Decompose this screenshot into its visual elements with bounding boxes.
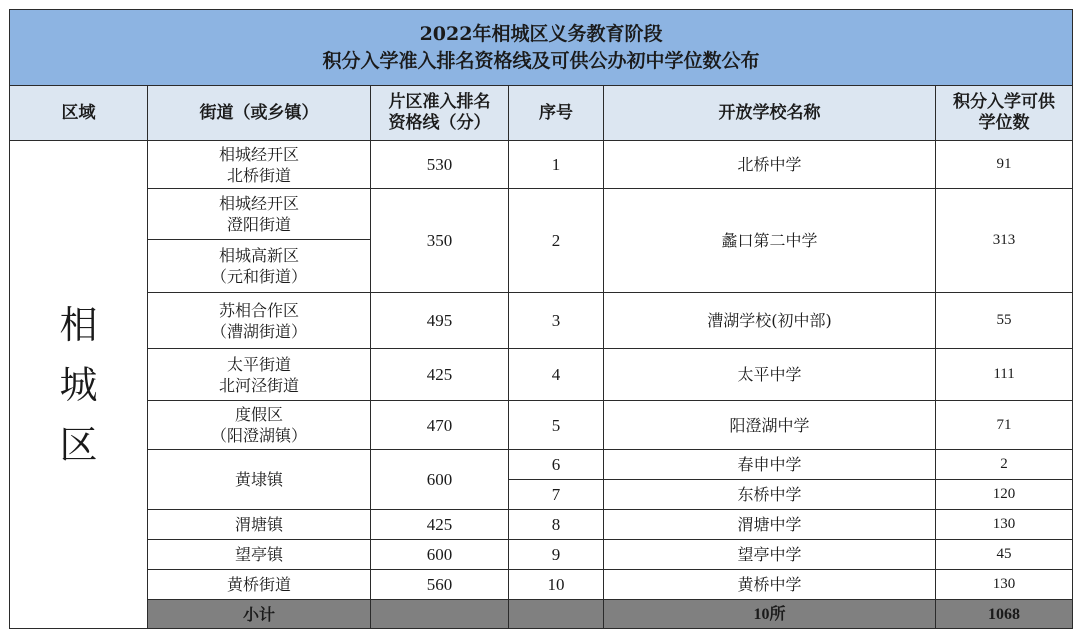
index-cell: 5 bbox=[509, 401, 604, 450]
street-line: 相城经开区 bbox=[218, 194, 299, 213]
seats-cell: 130 bbox=[936, 570, 1073, 600]
street-cell bbox=[148, 240, 371, 293]
school-cell: 春申中学 bbox=[604, 450, 936, 480]
index-cell: 4 bbox=[509, 349, 604, 401]
title-line-1: 2022年相城区义务教育阶段 bbox=[419, 22, 663, 45]
street-line: 度假区 bbox=[234, 405, 283, 424]
street-cell bbox=[148, 349, 371, 401]
header-seats-line-1: 积分入学可供 bbox=[953, 92, 1055, 112]
table-row bbox=[10, 293, 1073, 349]
seats-cell: 91 bbox=[936, 141, 1073, 189]
table-row bbox=[10, 570, 1073, 600]
street-cell: 黄桥街道 bbox=[148, 570, 371, 600]
seats-cell: 111 bbox=[936, 349, 1073, 401]
school-cell: 漕湖学校(初中部) bbox=[604, 293, 936, 349]
street-line: 苏相合作区 bbox=[218, 300, 299, 320]
header-score bbox=[371, 86, 509, 141]
header-index: 序号 bbox=[509, 86, 604, 141]
school-cell: 蠡口第二中学 bbox=[604, 189, 936, 293]
region-char: 区 bbox=[59, 422, 98, 467]
school-cell: 黄桥中学 bbox=[604, 570, 936, 600]
table-row bbox=[10, 189, 1073, 240]
title-row bbox=[10, 10, 1073, 86]
street-cell bbox=[148, 401, 371, 450]
index-cell: 3 bbox=[509, 293, 604, 349]
street-cell bbox=[148, 141, 371, 189]
street-line: 北河泾街道 bbox=[218, 375, 299, 395]
street-cell bbox=[148, 293, 371, 349]
header-street: 街道（或乡镇） bbox=[148, 86, 371, 141]
region-char: 城 bbox=[59, 362, 98, 407]
header-seats-line-2: 学位数 bbox=[978, 113, 1030, 133]
score-cell: 560 bbox=[371, 570, 509, 600]
total-label: 小计 bbox=[148, 600, 371, 629]
school-cell: 阳澄湖中学 bbox=[604, 401, 936, 450]
street-cell bbox=[148, 189, 371, 240]
school-cell: 渭塘中学 bbox=[604, 510, 936, 540]
index-cell: 1 bbox=[509, 141, 604, 189]
school-cell: 北桥中学 bbox=[604, 141, 936, 189]
score-cell: 350 bbox=[371, 189, 509, 293]
header-seats bbox=[936, 86, 1073, 141]
table-row bbox=[10, 450, 1073, 480]
street-cell: 黄埭镇 bbox=[148, 450, 371, 510]
header-score-line-2: 资格线（分） bbox=[388, 113, 491, 133]
score-cell: 530 bbox=[371, 141, 509, 189]
seats-cell: 2 bbox=[936, 450, 1073, 480]
table-row bbox=[10, 510, 1073, 540]
index-cell: 8 bbox=[509, 510, 604, 540]
seats-cell: 313 bbox=[936, 189, 1073, 293]
street-line: （元和街道） bbox=[210, 267, 307, 286]
index-cell: 6 bbox=[509, 450, 604, 480]
school-cell: 望亭中学 bbox=[604, 540, 936, 570]
title-line-2: 积分入学准入排名资格线及可供公办初中学位数公布 bbox=[322, 49, 760, 72]
table-row bbox=[10, 540, 1073, 570]
score-cell: 600 bbox=[371, 450, 509, 510]
table-row bbox=[10, 141, 1073, 189]
header-school: 开放学校名称 bbox=[604, 86, 936, 141]
seats-cell: 130 bbox=[936, 510, 1073, 540]
street-line: （漕湖街道） bbox=[210, 321, 307, 341]
total-blank-cell bbox=[371, 600, 509, 629]
index-cell: 10 bbox=[509, 570, 604, 600]
score-cell: 470 bbox=[371, 401, 509, 450]
street-cell: 望亭镇 bbox=[148, 540, 371, 570]
header-row bbox=[10, 86, 1073, 141]
region-char: 相 bbox=[59, 302, 98, 347]
index-cell: 9 bbox=[509, 540, 604, 570]
street-line: （阳澄湖镇） bbox=[210, 426, 307, 445]
score-cell: 495 bbox=[371, 293, 509, 349]
score-cell: 600 bbox=[371, 540, 509, 570]
region-cell bbox=[10, 141, 148, 629]
table-row bbox=[10, 349, 1073, 401]
street-line: 北桥街道 bbox=[226, 165, 291, 185]
admission-table bbox=[9, 9, 1073, 629]
header-region: 区域 bbox=[10, 86, 148, 141]
total-seats: 1068 bbox=[936, 600, 1073, 629]
street-line: 澄阳街道 bbox=[226, 215, 291, 234]
seats-cell: 120 bbox=[936, 480, 1073, 510]
seats-cell: 55 bbox=[936, 293, 1073, 349]
total-schools: 10所 bbox=[604, 600, 936, 629]
table-row bbox=[10, 401, 1073, 450]
street-line: 相城经开区 bbox=[218, 144, 299, 164]
street-line: 相城高新区 bbox=[218, 246, 299, 265]
seats-cell: 71 bbox=[936, 401, 1073, 450]
school-cell: 太平中学 bbox=[604, 349, 936, 401]
total-row bbox=[10, 600, 1073, 629]
score-cell: 425 bbox=[371, 349, 509, 401]
street-cell: 渭塘镇 bbox=[148, 510, 371, 540]
index-cell: 7 bbox=[509, 480, 604, 510]
school-cell: 东桥中学 bbox=[604, 480, 936, 510]
seats-cell: 45 bbox=[936, 540, 1073, 570]
score-cell: 425 bbox=[371, 510, 509, 540]
index-cell: 2 bbox=[509, 189, 604, 293]
admission-table-sheet bbox=[9, 9, 1072, 628]
total-blank-cell bbox=[509, 600, 604, 629]
street-line: 太平街道 bbox=[226, 354, 291, 374]
table-title bbox=[10, 10, 1073, 86]
header-score-line-1: 片区准入排名 bbox=[388, 92, 491, 112]
